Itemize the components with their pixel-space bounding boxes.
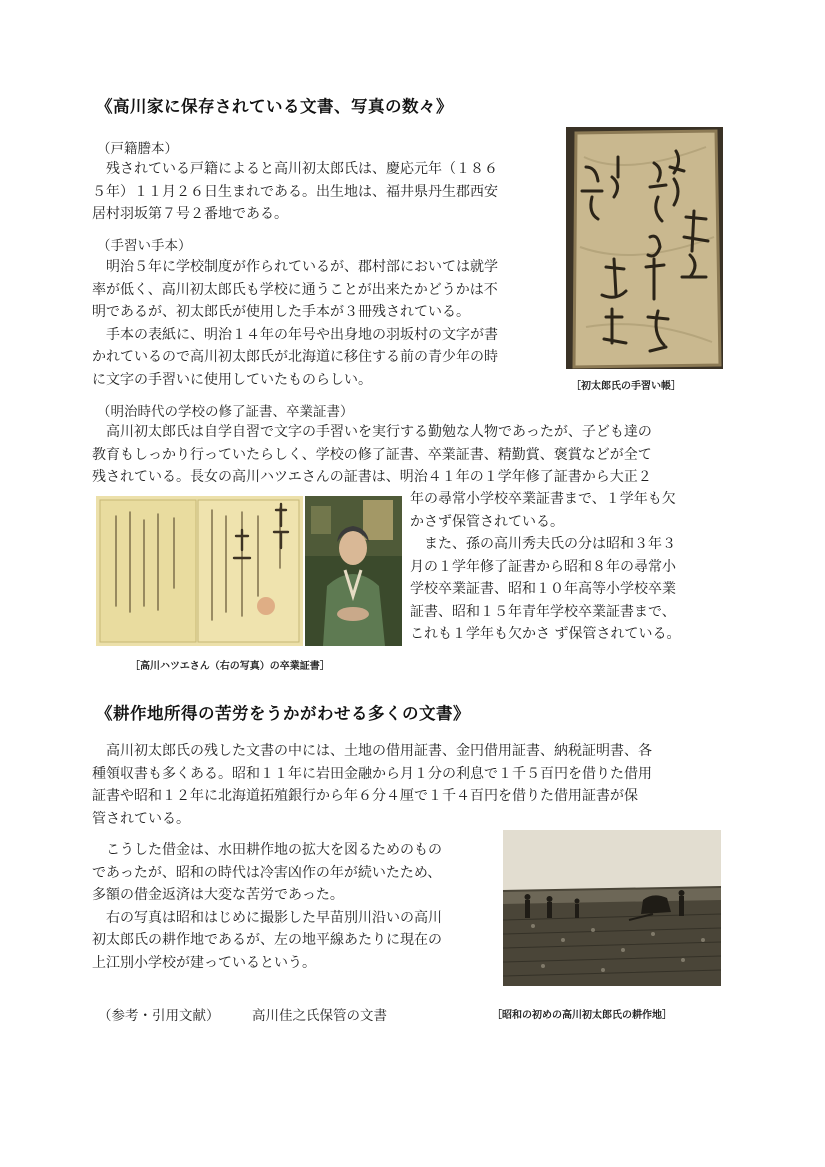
tenarai-subheading: （手習い手本） (97, 238, 192, 254)
text-line: 年の尋常小学校卒業証書まで、１学年も欠 (410, 491, 676, 507)
text-line: こうした借金は、水田耕作地の拡大を図るためのもの (92, 842, 442, 858)
section-heading-documents: 《高川家に保存されている文書、写真の数々》 (96, 97, 453, 116)
text-line: 右の写真は昭和はじめに撮影した早苗別川沿いの高川 (92, 909, 442, 926)
hatsue-portrait-photo (305, 496, 402, 646)
certificates-subheading: （明治時代の学校の修了証書、卒業証書） (97, 404, 354, 420)
text-line: これも１学年も欠かさ ず保管されている。 (410, 626, 681, 642)
text-line: であったが、昭和の時代は冷害凶作の年が続いたため、 (92, 864, 442, 881)
text-line: かれているので高川初太郎氏が北海道に移住する前の青少年の時 (92, 349, 498, 365)
notebook-photo-caption: ［初太郎氏の手習い帳］ (571, 381, 681, 392)
text-line: 教育もしっかり行っていたらしく、学校の修了証書、卒業証書、精勤賞、褒賞などが全て (92, 446, 652, 463)
farmland-photo-caption: ［昭和の初めの高川初太郎氏の耕作地］ (492, 1010, 672, 1021)
text-line: 残されている戸籍によると高川初太郎氏は、慶応元年（１８６ (92, 161, 498, 177)
certificates-side-paragraph (410, 488, 726, 646)
koseki-subheading: （戸籍謄本） (97, 141, 178, 157)
text-line: 高川初太郎氏の残した文書の中には、土地の借用証書、金円借用証書、納税証明書、各 (92, 743, 652, 759)
farmland-paragraph (92, 740, 726, 830)
tenarai-paragraph (92, 256, 547, 391)
text-line: 高川初太郎氏は自学自習で文字の手習いを実行する勤勉な人物であったが、子ども達の (92, 424, 652, 440)
notebook-cover-photo (566, 127, 723, 369)
text-line: 明であるが、初太郎氏が使用した手本が３冊残されている。 (92, 304, 470, 320)
text-line: 月の１学年修了証書から昭和８年の尋常小 (410, 558, 676, 575)
certificates-photo (96, 496, 303, 646)
text-line: 管されている。 (92, 810, 190, 827)
text-line: 率が低く、高川初太郎氏も学校に通うことが出来たかどうかは不 (92, 281, 498, 298)
farmland-side-paragraph (92, 839, 497, 974)
references-text: 高川佳之氏保管の文書 (252, 1008, 387, 1024)
section-heading-farmland: 《耕作地所得の苦労をうかがわせる多くの文書》 (96, 704, 470, 723)
text-line: 明治５年に学校制度が作られているが、郡村部においては就学 (92, 259, 498, 275)
text-line: ５年）１１月２６日生まれである。出生地は、福井県丹生郡西安 (92, 183, 498, 200)
certificates-photo-caption: ［高川ハツエさん（右の写真）の卒業証書］ (130, 661, 330, 672)
text-line: に文字の手習いに使用していたものらしい。 (92, 371, 372, 388)
text-line: 証書、昭和１５年青年学校卒業証書まで、 (410, 603, 676, 620)
text-line: また、孫の高川秀夫氏の分は昭和３年３ (410, 536, 676, 552)
text-line: 居村羽坂第７号２番地である。 (92, 206, 288, 222)
text-line: 学校卒業証書、昭和１０年高等小学校卒業 (410, 581, 676, 597)
text-line: 初太郎氏の耕作地であるが、左の地平線あたりに現在の (92, 932, 442, 948)
certificates-paragraph (92, 421, 726, 489)
references-label: （参考・引用文献） (98, 1008, 220, 1024)
koseki-paragraph (92, 158, 547, 226)
farmland-photo (503, 830, 721, 986)
text-line: 多額の借金返済は大変な苦労であった。 (92, 887, 344, 903)
text-line: 手本の表紙に、明治１４年の年号や出身地の羽坂村の文字が書 (92, 326, 498, 343)
text-line: かさず保管されている。 (410, 513, 564, 530)
text-line: 証書や昭和１２年に北海道拓殖銀行から年６分４厘で１千４百円を借りた借用証書が保 (92, 788, 638, 804)
text-line: 上江別小学校が建っているという。 (92, 954, 316, 971)
text-line: 残されている。長女の高川ハツエさんの証書は、明治４１年の１学年修了証書から大正２ (92, 469, 652, 485)
text-line: 種領収書も多くある。昭和１１年に岩田金融から月１分の利息で１千５百円を借りた借用 (92, 765, 652, 782)
